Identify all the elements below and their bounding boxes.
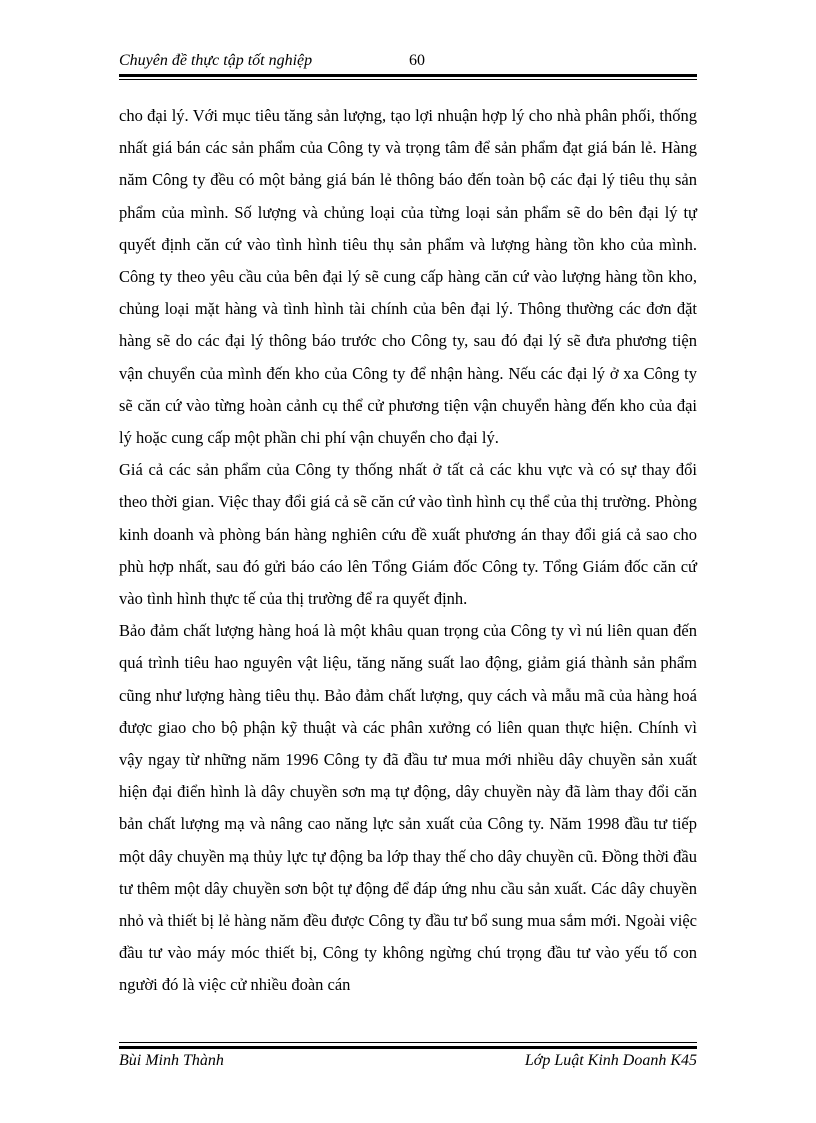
footer-rule-thin — [119, 1042, 697, 1043]
header-rule-thick — [119, 74, 697, 77]
page-body — [119, 100, 697, 1002]
footer-author: Bùi Minh Thành — [119, 1052, 224, 1069]
header-rule-thin — [119, 79, 697, 80]
paragraph-pricing: Giá cả các sản phẩm của Công ty thống nhất ở tất cả các khu vực và có sự thay đổi theo thời gian. Việc thay đổi giá cả sẽ căn cứ vào tình hình cụ thể của thị trường. Phòng kinh doanh và phòng bán hàng nghiên cứu đề xuất phương án thay đổi giá cả sao cho phù hợp nhất, sau đó gửi báo cáo lên Tổng Giám đốc Công ty. Tổng Giám đốc căn cứ vào tình hình thực tế của thị trường để ra quyết định. — [119, 460, 697, 609]
paragraph-quality: Bảo đảm chất lượng hàng hoá là một khâu quan trọng của Công ty vì nú liên quan đến quá trình tiêu hao nguyên vật liệu, tăng năng suất lao động, giảm giá thành sản phẩm cũng như lượng hàng tiêu thụ. Bảo đảm chất lượng, quy cách và mẫu mã của hàng hoá được giao cho bộ phận kỹ thuật và các phân xưởng có liên quan thực hiện. Chính vì vậy ngay từ những năm 1996 Công ty đã đầu tư mua mới nhiều dây chuyền sản xuất hiện đại điển hình là dây chuyền sơn mạ tự động, dây chuyền này đã làm thay đổi căn bản chất lượng mạ và nâng cao năng lực sản xuất của Công ty. Năm 1998 đầu tư tiếp một dây chuyền mạ thủy lực tự động ba lớp thay thế cho dây chuyền cũ. Đồng thời đầu tư thêm một dây chuyền sơn bột tự động để đáp ứng nhu cầu sản xuất. Các dây chuyền nhỏ và thiết bị lẻ hàng năm đều được Công ty đầu tư bổ sung mua sắm mới. Ngoài việc đầu tư vào máy móc thiết bị, Công ty không ngừng chú trọng đầu tư vào yếu tố con người đó là việc cử nhiều đoàn cán — [119, 621, 697, 995]
page-footer — [119, 1052, 697, 1076]
footer-rule-thick — [119, 1046, 697, 1049]
paragraph-distribution: cho đại lý. Với mục tiêu tăng sản lượng, tạo lợi nhuận hợp lý cho nhà phân phối, thống nhất giá bán các sản phẩm của Công ty và trọng tâm để sản phẩm đạt giá bán lẻ. Hàng năm Công ty đều có một bảng giá bán lẻ thông báo đến toàn bộ các đại lý tiêu thụ sản phẩm của mình. Số lượng và chủng loại của từng loại sản phẩm sẽ do bên đại lý tự quyết định căn cứ vào tình hình tiêu thụ sản phẩm và lượng hàng tồn kho của mình. Công ty theo yêu cầu của bên đại lý sẽ cung cấp hàng căn cứ vào lượng hàng tồn kho, chủng loại mặt hàng và tình hình tài chính của bên đại lý. Thông thường các đơn đặt hàng sẽ do các đại lý thông báo trước cho Công ty, sau đó đại lý sẽ đưa phương tiện vận chuyển của mình đến kho của Công ty để nhận hàng. Nếu các đại lý ở xa Công ty sẽ căn cứ vào từng hoàn cảnh cụ thể cử phương tiện vận chuyển hàng đến kho của đại lý hoặc cung cấp một phần chi phí vận chuyển cho đại lý. — [119, 106, 697, 448]
document-title: Chuyên đề thực tập tốt nghiệp — [119, 52, 313, 69]
footer-class: Lớp Luật Kinh Doanh K45 — [524, 1052, 697, 1069]
page-number: 60 — [409, 52, 425, 69]
page-header — [119, 50, 697, 74]
